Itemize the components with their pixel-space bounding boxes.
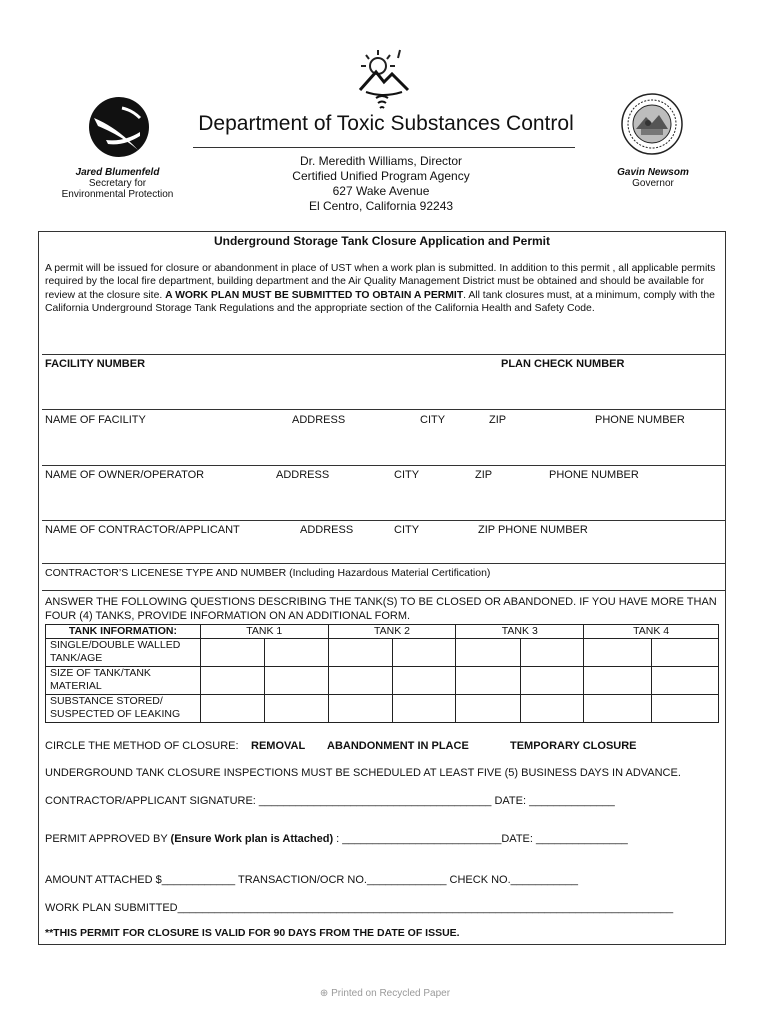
owner-zip-label: ZIP (475, 469, 493, 481)
intro-paragraph (45, 262, 720, 316)
secretary-info (40, 167, 195, 200)
facility-number-label: FACILITY NUMBER (45, 358, 146, 370)
permit-approved-line[interactable] (45, 833, 628, 845)
contractor-license-label: CONTRACTOR’S LICENESE TYPE AND NUMBER (Including Hazardous Material Certification) (45, 567, 491, 579)
agency-sun-mountain-logo (352, 46, 414, 112)
city-state-zip: El Centro, California 92243 (308, 199, 454, 213)
recycled-paper-footer (300, 988, 470, 999)
approved-by-text: PERMIT APPROVED BY (45, 833, 171, 845)
closure-option-removal[interactable]: REMOVAL (251, 740, 306, 752)
tank-question-text: ANSWER THE FOLLOWING QUESTIONS DESCRIBING THE TANK(S) TO BE CLOSED OR ABANDONED. IF YOU HAVE MORE THAN FOUR (4) TANKS, PROVIDE INFORMATION ON AN ADDITIONAL FORM. (45, 596, 717, 622)
secretary-title-line1: Secretary for (88, 178, 147, 189)
state-seal-icon (621, 93, 683, 155)
facility-city-label: CITY (420, 414, 446, 426)
tank1-walled-cell[interactable] (200, 639, 328, 667)
approved-date-text: : __________________________DATE: _______________ (333, 833, 628, 845)
owner-name-label: NAME OF OWNER/OPERATOR (45, 469, 205, 481)
calepa-logo (88, 96, 150, 158)
tank3-header: TANK 3 (456, 625, 584, 639)
title-divider (193, 147, 575, 148)
tank2-walled-cell[interactable] (328, 639, 456, 667)
form-title: Underground Storage Tank Closure Application and Permit (213, 234, 551, 248)
tank-info-table (45, 624, 719, 723)
owner-address-label: ADDRESS (276, 469, 330, 481)
agency-name: Certified Unified Program Agency (292, 169, 470, 183)
table-row (46, 695, 719, 723)
tank-info-header: TANK INFORMATION: (46, 625, 201, 639)
owner-phone-label: PHONE NUMBER (549, 469, 639, 481)
tank3-substance-cell[interactable] (456, 695, 584, 723)
work-plan-line[interactable]: WORK PLAN SUBMITTED_________________________________________________________________________________ (45, 902, 674, 914)
field-divider (42, 520, 725, 521)
closure-option-abandonment[interactable]: ABANDONMENT IN PLACE (327, 740, 469, 752)
tank1-size-cell[interactable] (200, 667, 328, 695)
governor-info (598, 167, 708, 189)
field-divider (42, 354, 725, 355)
table-row (46, 667, 719, 695)
tank-table-header (46, 625, 719, 639)
field-divider (42, 590, 725, 591)
closure-option-temporary[interactable]: TEMPORARY CLOSURE (510, 740, 637, 752)
row-label-substance: SUBSTANCE STORED/ SUSPECTED OF LEAKING (46, 695, 201, 723)
recycle-icon: ⊕ (319, 988, 329, 999)
field-divider (42, 563, 725, 564)
inspection-note: UNDERGROUND TANK CLOSURE INSPECTIONS MUST BE SCHEDULED AT LEAST FIVE (5) BUSINESS DAYS IN ADVANCE. (45, 767, 681, 779)
street-address: 627 Wake Avenue (332, 184, 430, 198)
contractor-zip-phone-label: ZIP PHONE NUMBER (478, 524, 588, 536)
director-name: Dr. Meredith Williams, Director (299, 154, 463, 168)
validity-note: **THIS PERMIT FOR CLOSURE IS VALID FOR 90 DAYS FROM THE DATE OF ISSUE. (45, 927, 460, 939)
table-row (46, 639, 719, 667)
recycled-text: Printed on Recycled Paper (331, 988, 451, 999)
tank2-size-cell[interactable] (328, 667, 456, 695)
director-info (236, 154, 526, 214)
tank3-size-cell[interactable] (456, 667, 584, 695)
tank4-walled-cell[interactable] (584, 639, 719, 667)
row-label-size: SIZE OF TANK/TANK MATERIAL (46, 667, 201, 695)
tank3-walled-cell[interactable] (456, 639, 584, 667)
tank4-header: TANK 4 (584, 625, 719, 639)
contractor-address-label: ADDRESS (300, 524, 354, 536)
secretary-name: Jared Blumenfeld (75, 167, 160, 178)
facility-address-label: ADDRESS (292, 414, 346, 426)
facility-zip-label: ZIP (489, 414, 507, 426)
owner-city-label: CITY (394, 469, 420, 481)
facility-name-label: NAME OF FACILITY (45, 414, 146, 426)
tank4-size-cell[interactable] (584, 667, 719, 695)
facility-phone-label: PHONE NUMBER (595, 414, 685, 426)
tank2-header: TANK 2 (328, 625, 456, 639)
department-title: Department of Toxic Substances Control (198, 112, 574, 135)
governor-title: Governor (632, 178, 674, 189)
intro-text-part1: A permit will be issued for closure or abandonment in place of UST when a work plan is submitted. In addition to this permit , all applicable permits required by the local fire department, building department and the Air Quality Management District must be obtained and should be available for review at the closure site. (45, 263, 716, 301)
signature-line[interactable]: CONTRACTOR/APPLICANT SIGNATURE: ______________________________________ DATE: ______________ (45, 795, 615, 807)
field-divider (42, 465, 725, 466)
plan-check-number-label: PLAN CHECK NUMBER (501, 358, 625, 370)
intro-bold-text: A WORK PLAN MUST BE SUBMITTED TO OBTAIN A PERMIT (165, 289, 464, 301)
field-divider (42, 409, 725, 410)
tank1-header: TANK 1 (200, 625, 328, 639)
intro-text-part2: . All tank closures must, at a minimum, comply with the California Underground Storage Tank Regulations and the appropriate section of the California Health and Safety Code. (45, 289, 715, 315)
tank4-substance-cell[interactable] (584, 695, 719, 723)
approved-note-bold: (Ensure Work plan is Attached) (170, 833, 334, 845)
secretary-title-line2: Environmental Protection (61, 189, 174, 200)
contractor-city-label: CITY (394, 524, 420, 536)
contractor-name-label: NAME OF CONTRACTOR/APPLICANT (45, 524, 240, 536)
tank1-substance-cell[interactable] (200, 695, 328, 723)
row-label-walled: SINGLE/DOUBLE WALLED TANK/AGE (46, 639, 201, 667)
tank2-substance-cell[interactable] (328, 695, 456, 723)
amount-transaction-line[interactable]: AMOUNT ATTACHED $____________ TRANSACTION/OCR NO._____________ CHECK NO.___________ (45, 874, 578, 886)
closure-method-label: CIRCLE THE METHOD OF CLOSURE: (45, 740, 239, 752)
governor-name: Gavin Newsom (617, 167, 689, 178)
